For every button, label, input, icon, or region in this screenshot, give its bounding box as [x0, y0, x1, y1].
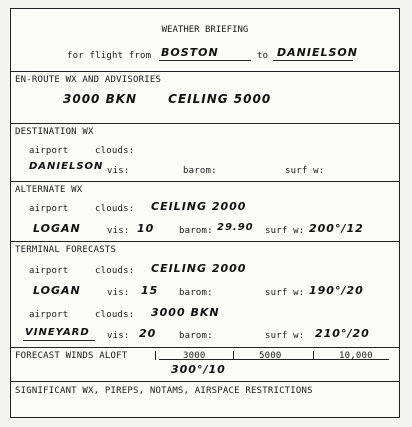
- alt-airport-label: airport: [29, 204, 69, 214]
- term1-clouds-value: CEILING 2000: [151, 262, 247, 275]
- dest-surfw-label: surf w:: [285, 166, 325, 176]
- term2-barom-label: barom:: [179, 331, 213, 341]
- alternate-heading: ALTERNATE WX: [15, 185, 83, 195]
- winds-heading: FORECAST WINDS ALOFT: [15, 351, 128, 361]
- term1-vis-label: vis:: [107, 288, 130, 298]
- winds-divider-2: [233, 351, 234, 360]
- term1-airport-label: airport: [29, 266, 69, 276]
- term1-surfw-value: 190°/20: [309, 284, 364, 297]
- alt-surfw-label: surf w:: [265, 226, 305, 236]
- alt-clouds-label: clouds:: [95, 204, 135, 214]
- alt-vis-label: vis:: [107, 226, 130, 236]
- term2-airport-underline: [23, 340, 95, 341]
- enroute-section: [11, 71, 399, 123]
- term1-surfw-label: surf w:: [265, 288, 305, 298]
- to-label: to: [257, 51, 269, 61]
- weather-briefing-form: [10, 8, 400, 418]
- term2-airport-label: airport: [29, 310, 69, 320]
- from-value: BOSTON: [161, 46, 219, 59]
- dest-barom-label: barom:: [183, 166, 217, 176]
- term1-airport-value: LOGAN: [33, 284, 81, 297]
- terminal-heading: TERMINAL FORECASTS: [15, 245, 117, 255]
- destination-section: [11, 123, 399, 181]
- term2-surfw-value: 210°/20: [315, 327, 370, 340]
- terminal-section: [11, 241, 399, 347]
- significant-heading: SIGNIFICANT WX, PIREPS, NOTAMS, AIRSPACE RESTRICTIONS: [15, 386, 313, 396]
- winds-alt-5000: 5000: [259, 351, 282, 361]
- term1-vis-value: 15: [141, 284, 159, 297]
- form-title: WEATHER BRIEFING: [161, 25, 249, 35]
- alt-surfw-value: 200°/12: [309, 222, 364, 235]
- winds-alt-3000: 3000: [183, 351, 206, 361]
- to-underline: [273, 60, 353, 61]
- alt-clouds-value: CEILING 2000: [151, 200, 247, 213]
- winds-divider-1: [155, 351, 156, 360]
- term2-airport-value: VINEYARD: [25, 327, 90, 338]
- to-value: DANIELSON: [277, 46, 358, 59]
- from-underline: [159, 60, 251, 61]
- significant-section: [11, 381, 399, 418]
- alternate-section: [11, 181, 399, 241]
- dest-clouds-label: clouds:: [95, 146, 135, 156]
- term1-barom-label: barom:: [179, 288, 213, 298]
- term2-clouds-value: 3000 BKN: [151, 306, 220, 319]
- dest-airport-label: airport: [29, 146, 69, 156]
- winds-divider-3: [313, 351, 314, 360]
- winds-alt-10000: 10,000: [339, 351, 373, 361]
- alt-barom-label: barom:: [179, 226, 213, 236]
- term2-vis-label: vis:: [107, 331, 130, 341]
- dest-airport-value: DANIELSON: [29, 161, 104, 172]
- winds-value-3000: 300°/10: [171, 363, 226, 376]
- term1-clouds-label: clouds:: [95, 266, 135, 276]
- term2-clouds-label: clouds:: [95, 310, 135, 320]
- for-flight-from-label: for flight from: [67, 51, 152, 61]
- alt-barom-value: 29.90: [217, 222, 254, 233]
- enroute-heading: EN-ROUTE WX AND ADVISORIES: [15, 75, 162, 85]
- enroute-note: 3000 BKN CEILING 5000: [63, 92, 272, 106]
- dest-vis-label: vis:: [107, 166, 130, 176]
- winds-section: [11, 347, 399, 381]
- term2-vis-value: 20: [139, 327, 157, 340]
- term2-surfw-label: surf w:: [265, 331, 305, 341]
- destination-heading: DESTINATION WX: [15, 127, 94, 137]
- alt-airport-value: LOGAN: [33, 222, 81, 235]
- alt-vis-value: 10: [137, 222, 155, 235]
